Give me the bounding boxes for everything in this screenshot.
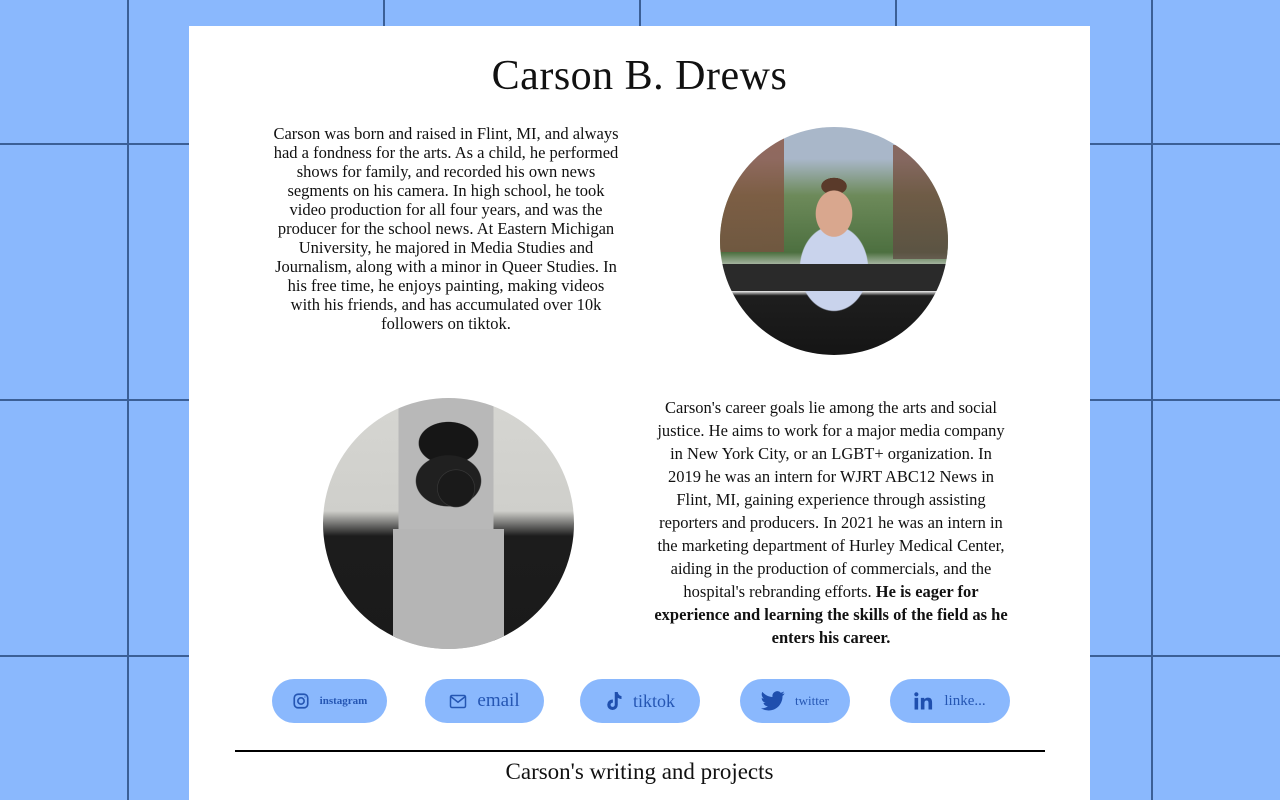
camera-photo — [323, 398, 574, 649]
instagram-button[interactable] — [272, 679, 387, 723]
mail-icon — [449, 694, 467, 709]
section-divider — [235, 750, 1045, 752]
page-title: Carson B. Drews — [491, 53, 788, 99]
email-label: email — [477, 690, 520, 711]
career-emphasis: He is eager for experience and learning the skills of the field as he enters his career. — [654, 582, 1008, 647]
linkedin-label: linke... — [944, 692, 986, 709]
twitter-button[interactable] — [740, 679, 850, 723]
tiktok-label: tiktok — [632, 690, 675, 711]
bio-paragraph: Carson was born and raised in Flint, MI, and always had a fondness for the arts. As a child, he performed shows for family, and recorded his own news segments on his camera. In high school, he took video production for all four years, and was the producer for the school news. At Eastern Michigan University, he majored in Media Studies and Journalism, along with a minor in Queer Studies. In his free time, he enjoys painting, making videos with his friends, and has accumulated over 10k followers on tiktok. — [273, 124, 619, 333]
portrait-photo — [720, 127, 948, 355]
instagram-label: instagram — [319, 695, 368, 707]
social-links — [189, 679, 1090, 723]
instagram-icon — [292, 692, 310, 710]
linkedin-icon — [914, 692, 934, 710]
twitter-label: twitter — [795, 693, 829, 708]
twitter-icon — [761, 691, 785, 711]
career-text: Carson's career goals lie among the arts and social justice. He aims to work for a major media company in New York City, or an LGBT+ organization. In 2019 he was an intern for WJRT ABC12 News in Flint, MI, gaining experience through assisting reporters and producers. In 2021 he was an intern in the marketing department of Hurley Medical Center, aiding in the production of commercials, and the hospital's rebranding efforts. — [657, 398, 1005, 601]
projects-heading: Carson's writing and projects — [505, 759, 774, 784]
career-paragraph — [652, 396, 1010, 649]
tiktok-icon — [605, 690, 623, 712]
content-panel — [189, 26, 1090, 800]
linkedin-button[interactable] — [890, 679, 1010, 723]
email-button[interactable] — [425, 679, 544, 723]
tiktok-button[interactable] — [580, 679, 700, 723]
